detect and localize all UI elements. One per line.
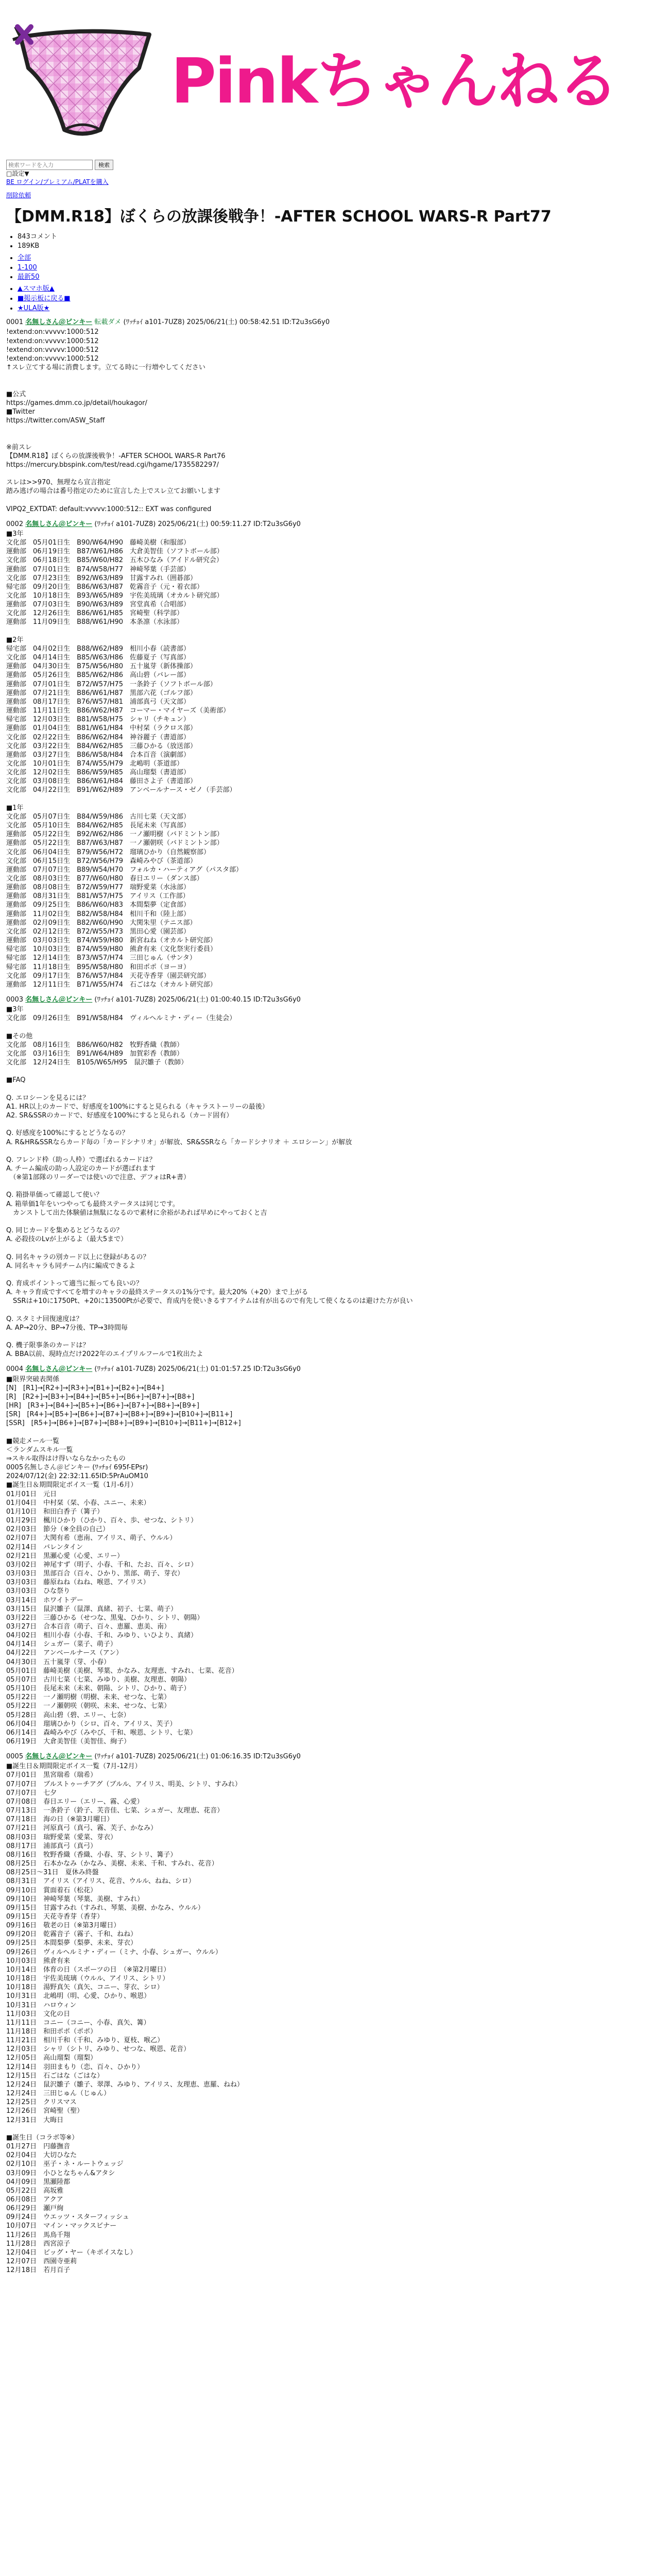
be-login-link[interactable]: BE ログイン/プレミアム/PLATを購入 <box>6 178 109 185</box>
search-button[interactable]: 検索 <box>95 160 113 170</box>
post-author-name[interactable]: 名無しさん＠ピンキー <box>25 318 93 327</box>
post-body: !extend:on:vvvvv:1000:512 !extend:on:vvvvv:1000:512 !extend:on:vvvvv:1000:512 !extend:on:vvvvv:1000:512 ↑スレ立てする場に消費します。立てる時に一行増やしてください ■公式 https://games.dmm.co.jp/detail/houkagor/ ■Twitter https://twitter.com/ASW_Staff ※前スレ 【DMM.R18】ぼくらの放課後戦争！-AFTER SCHOOL WARS-R Part76 https://mercury.bbspink.com/test/read.cgi/hgame/1735582297/ スレは>>970、無理なら宣言指定 踏み逃げの場合は番号指定のために宣言した上でスレ立てお願いします VIPQ2_EXTDAT: default:vvvvv:1000:512:: EXT was configured <box>6 328 226 513</box>
post-number[interactable]: 0001 <box>6 318 24 327</box>
post-meta: (ﾜｯﾁｮｲ a101-7UZ8) 2025/06/21(土) 00:58:42.51 ID:T2u3sG6y0 <box>123 318 330 327</box>
back-to-board-link[interactable]: ■掲示板に戻る■ <box>18 295 71 303</box>
post-meta: (ﾜｯﾁｮｲ a101-7UZ8) 2025/06/21(土) 01:06:16.35 ID:T2u3sG6y0 <box>94 1753 301 1761</box>
post-header <box>6 1365 647 1374</box>
nav-range-link[interactable]: 1-100 <box>18 263 37 272</box>
thread-nav <box>6 253 647 281</box>
comment-count: • 843コメント <box>18 232 647 241</box>
post <box>6 1365 647 1746</box>
post-author-name[interactable]: 名無しさん＠ピンキー <box>25 996 93 1004</box>
post-number[interactable]: 0003 <box>6 996 24 1004</box>
post-header <box>6 995 647 1004</box>
post-number[interactable]: 0005 <box>6 1753 24 1761</box>
post-trip: 転載ダメ <box>94 318 122 327</box>
settings-toggle[interactable]: □設定▼ <box>6 170 29 177</box>
post <box>6 318 647 513</box>
post-header <box>6 520 647 529</box>
post-number[interactable]: 0002 <box>6 520 24 528</box>
post-body: ■3年 文化部 05月01日生 B90/W64/H90 藤崎美樹（和服部） 運動部 06月19日生 B87/W61/H86 大倉美智佳（ソフトボール部） 文化部 06月18日生 B85/W60/H82 五木ひなみ（アイドル研究会） 運動部 07月01日生 B74/W58/H77 神崎琴葉（手芸部） 文化部 07月23日生 B92/W63/H89 甘露すみれ（囲碁部） 帰宅部 09月20日生 B86/W63/H87 乾霧音子（元・着衣部） 文化部 10月18日生 B93/W65/H89 宇佐美琉璃（オカルト研究部） 運動部 07月03日生 B90/W63/H89 宮堂真希（合唱部） 文化部 12月26日生 B86/W61/H85 宮崎聖（科学部） 運動部 11月09日生 B88/W61/H90 本条凛（水泳部） ■2年 帰宅部 04月02日生 B88/W62/H89 相川小春（読書部） 文化部 04月14日生 B85/W63/H86 佐藤夏子（写真部） 運動部 04月30日生 B75/W56/H80 五十嵐芽（新体操部） 運動部 05月26日生 B85/W62/H86 高山碧（バレー部） 運動部 07月01日生 B72/W57/H75 一条鈴子（ソフトボール部） 運動部 07月21日生 B86/W61/H87 黒部六花（ゴルフ部） 運動部 08月17日生 B76/W57/H81 浦部真弓（天文部） 運動部 11月11日生 B86/W62/H87 コーマー・マイヤーズ（美術部） 帰宅部 12月03日生 B81/W58/H75 シャリ（チキュン） 運動部 01月04日生 B81/W61/H84 中村栞（ラクロス部） 文化部 02月22日生 B86/W62/H84 神谷麗子（書道部） 文化部 03月22日生 B84/W62/H85 三藤ひかる（放送部） 運動部 03月27日生 B86/W58/H84 合本百音（演劇部） 文化部 10月01日生 B74/W55/H79 北嶋明（茶道部） 文化部 12月02日生 B86/W59/H85 高山瑠梨（書道部） 文化部 03月08日生 B86/W61/H84 藤田さよ子（書道部） 文化部 04月22日生 B91/W62/H89 アンベールナース・ゼノ（手芸部） ■1年 文化部 05月07日生 B84/W59/H86 古川七菜（天文部） 文化部 05月10日生 B84/W62/H85 長尾未来（写真部） 運動部 05月22日生 B92/W62/H86 一ノ瀬明樹（バドミントン部） 運動部 05月22日生 B87/W63/H87 一ノ瀬朝咲（バドミントン部） 文化部 06月04日生 B79/W56/H72 瑠璃ひかり（自然観察部） 文化部 06月15日生 B72/W56/H79 森崎みやび（茶道部） 運動部 07月07日生 B89/W54/H70 フォルカ・ハーティアグ（パスタ部） 文化部 08月03日生 B77/W60/H80 春日エリー（ダンス部） 運動部 08月08日生 B72/W59/H77 瑞野愛菜（水泳部） 運動部 08月31日生 B81/W57/H75 アイリス（工作部） 運動部 09月25日生 B86/W60/H83 本間梨夢（定食部） 運動部 11月02日生 B82/W58/H84 相川千和（陸上部） 運動部 02月09日生 B82/W60/H90 大関朱里（テニス部） 文化部 02月12日生 B72/W55/H73 黒田心愛（園芸部） 運動部 03月03日生 B74/W59/H80 新宮ねね（オカルト研究部） 帰宅部 10月03日生 B74/W59/H80 熊倉有来（文化祭実行委員） 帰宅部 12月14日生 B73/W57/H74 三田じゅん（サンタ） 帰宅部 11月18日生 B95/W58/H80 和田ポポ（ヨーヨ） 文化部 09月17日生 B76/W57/H84 天花寺香芽（園芸研究部） 運動部 12月11日生 B71/W55/H74 石ごはな（オカルト研究部） <box>6 530 243 989</box>
search-bar <box>6 160 647 170</box>
panty-icon <box>10 11 154 145</box>
thread-stats <box>6 232 647 250</box>
post-body: ■誕生日＆期間限定ボイス一覧（7月-12月） 07月01日 黒宮瑞希（瑞希） 07月07日 ブルストゥーチアグ（ブルル、アイリス、明美、シトリ、すみれ） 07月07日 七夕 07月08日 春日エリー（エリー、霧、心愛） 07月13日 一条鈴子（鈴子、芙音佳、七菜、シュガー、友理恵、花音） 07月18日 海の日（※第3月曜日） 07月21日 河原真弓（真弓、霧、芙子、かなみ） 08月03日 瑞野愛菜（愛菜、芽衣） 08月17日 浦部真弓（真弓） 08月16日 牧野香織（香織、小春、芽、シトリ、篝子） 08月25日 石本かなみ（かなみ、美樹、未来、千和、すみれ、花音） 08月25日〜31日 夏休み終盤 08月31日 アイリス（アイリス、花音、ウルル、ねね、シロ） 09月10日 賞面着石（松花） 09月10日 神崎琴葉（琴葉、美樹、すみれ） 09月15日 甘露すみれ（すみれ、琴葉、美樹、かなみ、ウルル） 09月15日 天花寺香芽（香芽） 09月16日 敬老の日（※第3月曜日） 09月20日 乾霧音子（霧子、千和、ねね） 09月25日 本間梨夢（梨夢、未来、芽衣） 09月26日 ヴィルヘルミナ・ディー（ミナ、小春、シュガー、ウルル） 10月03日 熊倉有来 10月14日 体育の日（スポーツの日 （※第2月曜日） 10月18日 宇佐美琉璃（ウルル、アイリス、シトリ） 10月18日 湯野真矢（真矢、コニー、芽衣、シロ） 10月31日 北嶋明（明、心愛、ひかり、喉恩） 10月31日 ハロウィン 11月03日 文化の日 11月11日 コニー（コニー、小春、真矢、篝） 11月18日 和田ポポ（ポポ） 11月21日 相川千和（千和、みゆり、夏枝、喉乙） 12月03日 シャリ（シトリ、みゆり、せつな、喉恩、花音） 12月05日 高山瑠梨（瑠梨） 12月14日 羽田まもり（恋、百々、ひかり） 12月15日 石ごはな（ごはな） 12月24日 鼠沢雛子（雛子、翠澤、みゆり、アイリス、友理恵、恵羅、ねね） 12月24日 三田じゅん（じゅん） 12月25日 クリスマス 12月26日 宮崎聖（聖） 12月31日 大晦日 ■誕生日（コラボ等※） 01月27日 円藤撫音 02月04日 大切ひなた 02月10日 巫子・ネ・ルートウェッジ 03月09日 小ひとなちゃん&アタシ 04月09日 黒瀬陸都 05月22日 高坂雅 06月08日 アクア 06月29日 瀬戸絢 09月24日 ウエッツ・スターフィッシュ 10月07日 マイン・マックスビナー 11月26日 馬鳥千翔 11月28日 西宮涼子 12月04日 ビッグ・ヤー（キポイスなし） 12月07日 西園寺亜莉 12月18日 若月百子 <box>6 1762 244 2275</box>
post <box>6 995 647 1359</box>
post-meta: (ﾜｯﾁｮｲ a101-7UZ8) 2025/06/21(土) 01:00:40.15 ID:T2u3sG6y0 <box>94 996 301 1004</box>
post-author-name[interactable]: 名無しさん＠ピンキー <box>25 1753 93 1761</box>
post-meta: (ﾜｯﾁｮｲ a101-7UZ8) 2025/06/21(土) 01:01:57.25 ID:T2u3sG6y0 <box>94 1365 301 1374</box>
smartphone-link[interactable]: ▲スマホ版▲ <box>18 284 55 293</box>
post-header <box>6 1752 647 1761</box>
thread-title: 【DMM.R18】ぼくらの放課後戦争！-AFTER SCHOOL WARS-R Part77 <box>6 208 552 226</box>
jump-links <box>6 284 647 313</box>
thread-size: • 189KB <box>18 242 647 250</box>
nav-all-link[interactable]: 全部 <box>18 254 31 262</box>
search-input[interactable] <box>6 160 93 170</box>
post-number[interactable]: 0004 <box>6 1365 24 1374</box>
post-author-name[interactable]: 名無しさん＠ピンキー <box>25 1365 93 1374</box>
post-body: ■3年 文化部 09月26日生 B91/W58/H84 ヴィルヘルミナ・ディー（生徒会） ■その他 文化部 08月16日生 B86/W60/H82 牧野香織（教師） 文化部 03月16日生 B91/W64/H89 加賀彩香（教師） 文化部 12月24日生 B105/W65/H95 鼠沢雛子（教師） ■FAQ Q. エロシーンを見るには？ A1. HR以上のカードで、好感度を100%にすると見られる（キャラストーリーの最後） A2. SR&SSRのカードで、好感度を100%にすると見られる（カード固有） Q. 好感度を100%にするとどうなるの？ A. R&HR&SSRならカード毎の「カードシナリオ」が解放、SR&SSRなら「カードシナリオ ＋ エロシーン」が解放 Q. フレンド枠（助っ人枠）で選ばれるカードは？ A. チーム編成の助っ人設定のカードが選ばれます （※第1部隊のリーダーでは使いので注意、デフォはR+書） Q. 箱掛単価って確認して使い？ A. 箱単価1年をいつやっても最終ステータスは同じです。 カンストして出た体験値は無駄になるので素材に余裕があれば早めにやっておくと吉 Q. 同じカードを集めるとどうなるの？ A. 必殺技のLvが上がるよ（最大5まで） Q. 同名キャラの別カード以上に登録があるの？ A. 同名キャラも同チーム内に編成できるよ Q. 育成ポイントって適当に振っても良いの？ A. キャラ育成ですべてを増すのキャラの最終ステータスの1%分です。最大20%（+20）まで上がる SSRは+10に1750Pt、+20に13500Ptが必要で、育成内を使いきるすアイテムは有が出るので有先して使くなるのは避けた方が良い Q. スタミナ回復速度は？ A. AP→20分、BP→7分後、TP→3時間毎 Q. 機子限事条のカードは？ A. BBA以前、現時点だけ2022年のエイプリルフールで1枚出たよ <box>6 1006 413 1359</box>
post-author-name[interactable]: 名無しさん＠ピンキー <box>25 520 93 528</box>
post <box>6 1752 647 2275</box>
ula-link[interactable]: ★ULA版★ <box>18 304 50 313</box>
post-body: ■限界突破表関係 [N] [R1]→[R2+]→[R3+]→[B1+]→[B2+]→[B4+] [R] [R2+]→[B3+]→[B4+]→[B5+]→[B6+]→[B7+]→[B8+] [HR] [R3+]→[B4+]→[B5+]→[B6+]→[B7+]→[B8+]→[B9+] [SR] [R4+]→[B5+]→[B6+]→[B7+]→[B8+]→[B9+]→[B10+]→[B11+] [SSR] [R5+]→[B6+]→[B7+]→[B8+]→[B9+]→[B10+]→[B11+]→[B12+] ■競走メール一覧 ＜ランダムスキル一覧 ⇒スキル取得はけ得いならなかったもの 0005名無しさん＠ピンキー (ﾜｯﾁｮｲ 695f-EPsr) 2024/07/12(金) 22:32:11.65ID:5PrAuOM10 ■誕生日＆期間限定ボイス一覧（1月-6月） 01月01日 元日 01月04日 中村栞（栞、小春、ユニー、未来） 01月10日 和田白香子（篝子） 01月29日 楓川ひかり（ひかり、百々、歩、せつな、シトリ） 02月03日 節分（※全員の自己） 02月07日 大関有希（恵南、アイリス、萌子、ウルル） 02月14日 バレンタイン 02月21日 黒瀬心愛（心愛、エリー） 03月02日 神尾すず（明子、小春、千和、たお、百々、シロ） 03月03日 黒部百合（百々、ひかり、黒部、萌子、芽衣） 03月03日 藤原ねね（ねね、喉恩、アイリス） 03月03日 ひな祭り 03月14日 ホワイトデー 03月15日 鼠沢雛子（鼠澤、真緒、初子、七菜、萌子） 03月22日 三藤ひかる（せつな、黒鬼、ひかり、シトリ、朝陽） 03月27日 合本百音（萌子、百々、恵羅、恵美、南） 04月02日 相川小春（小春、千和、みゆり、いひより、真緒） 04月14日 シュガー（菜子、萌子） 04月22日 アンベールナース（アン） 04月30日 五十嵐芽（芽、小春） 05月01日 藤崎美樹（美樹、琴葉、かなみ、友理恵、すみれ、七菜、花音） 05月07日 古川七菜（七菜、みゆり、美樹、友理恵、朝陽） 05月10日 長尾未来（未来、朝陽、シトリ、ひかり、萌子） 05月22日 一ノ瀬明樹（明樹、未来、せつな、七菜） 05月22日 一ノ瀬朝咲（朝咲、未来、せつな、七菜） 05月28日 高山碧（碧、エリー、七奈） 06月04日 瑠璃ひかり（シロ、百々、アイリス、芙子） 06月14日 森崎みやび（みやび、千和、喉恩、シトリ、七菜） 06月19日 大倉美智佳（美智佳、絢子） <box>6 1375 241 1746</box>
nav-latest-link[interactable]: 最新50 <box>18 273 40 281</box>
brand-logo-text: Pinkちゃんねる <box>171 46 618 117</box>
site-banner[interactable] <box>6 4 647 159</box>
post-header <box>6 318 647 327</box>
report-link[interactable]: 削除依頼 <box>6 191 31 199</box>
post <box>6 520 647 989</box>
post-meta: (ﾜｯﾁｮｲ a101-7UZ8) 2025/06/21(土) 00:59:11.27 ID:T2u3sG6y0 <box>94 520 301 528</box>
